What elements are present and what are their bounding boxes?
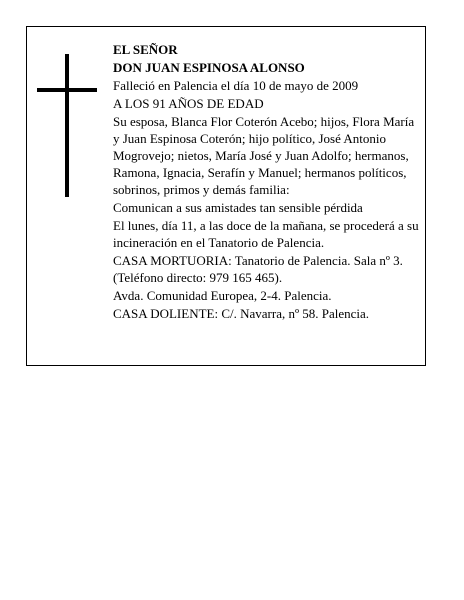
deceased-name: DON JUAN ESPINOSA ALONSO [113,60,305,75]
communication-line: Comunican a sus amistades tan sensible pérdida [113,200,363,215]
mortuary-address: Avda. Comunidad Europea, 2-4. Palencia. [113,288,332,303]
death-info: Falleció en Palencia el día 10 de mayo de 2009 [113,78,359,93]
cross-vertical-bar [65,54,69,197]
cross-icon [37,54,97,197]
notice-text [113,41,423,323]
mourning-house-info: CASA DOLIENTE: C/. Navarra, nº 58. Palencia. [113,306,370,321]
obituary-notice [26,26,426,366]
family-list: Su esposa, Blanca Flor Coterón Acebo; hijos, Flora María y Juan Espinosa Coterón; hijo político, José Antonio Mogrovejo; nietos, María José y Juan Adolfo; hermanos, Ramona, Ignacia, Serafín y Manuel; hermanos políticos, sobrinos, primos y demás familia: [113,114,415,197]
mortuary-info: CASA MORTUORIA: Tanatorio de Palencia. Sala nº 3. (Teléfono directo: 979 165 465). [113,253,403,285]
notice-title: EL SEÑOR [113,42,178,57]
age-info: A LOS 91 AÑOS DE EDAD [113,96,264,111]
cross-horizontal-bar [37,88,97,92]
cremation-info: El lunes, día 11, a las doce de la mañana, se procederá a su incineración en el Tanatorio de Palencia. [113,218,419,250]
